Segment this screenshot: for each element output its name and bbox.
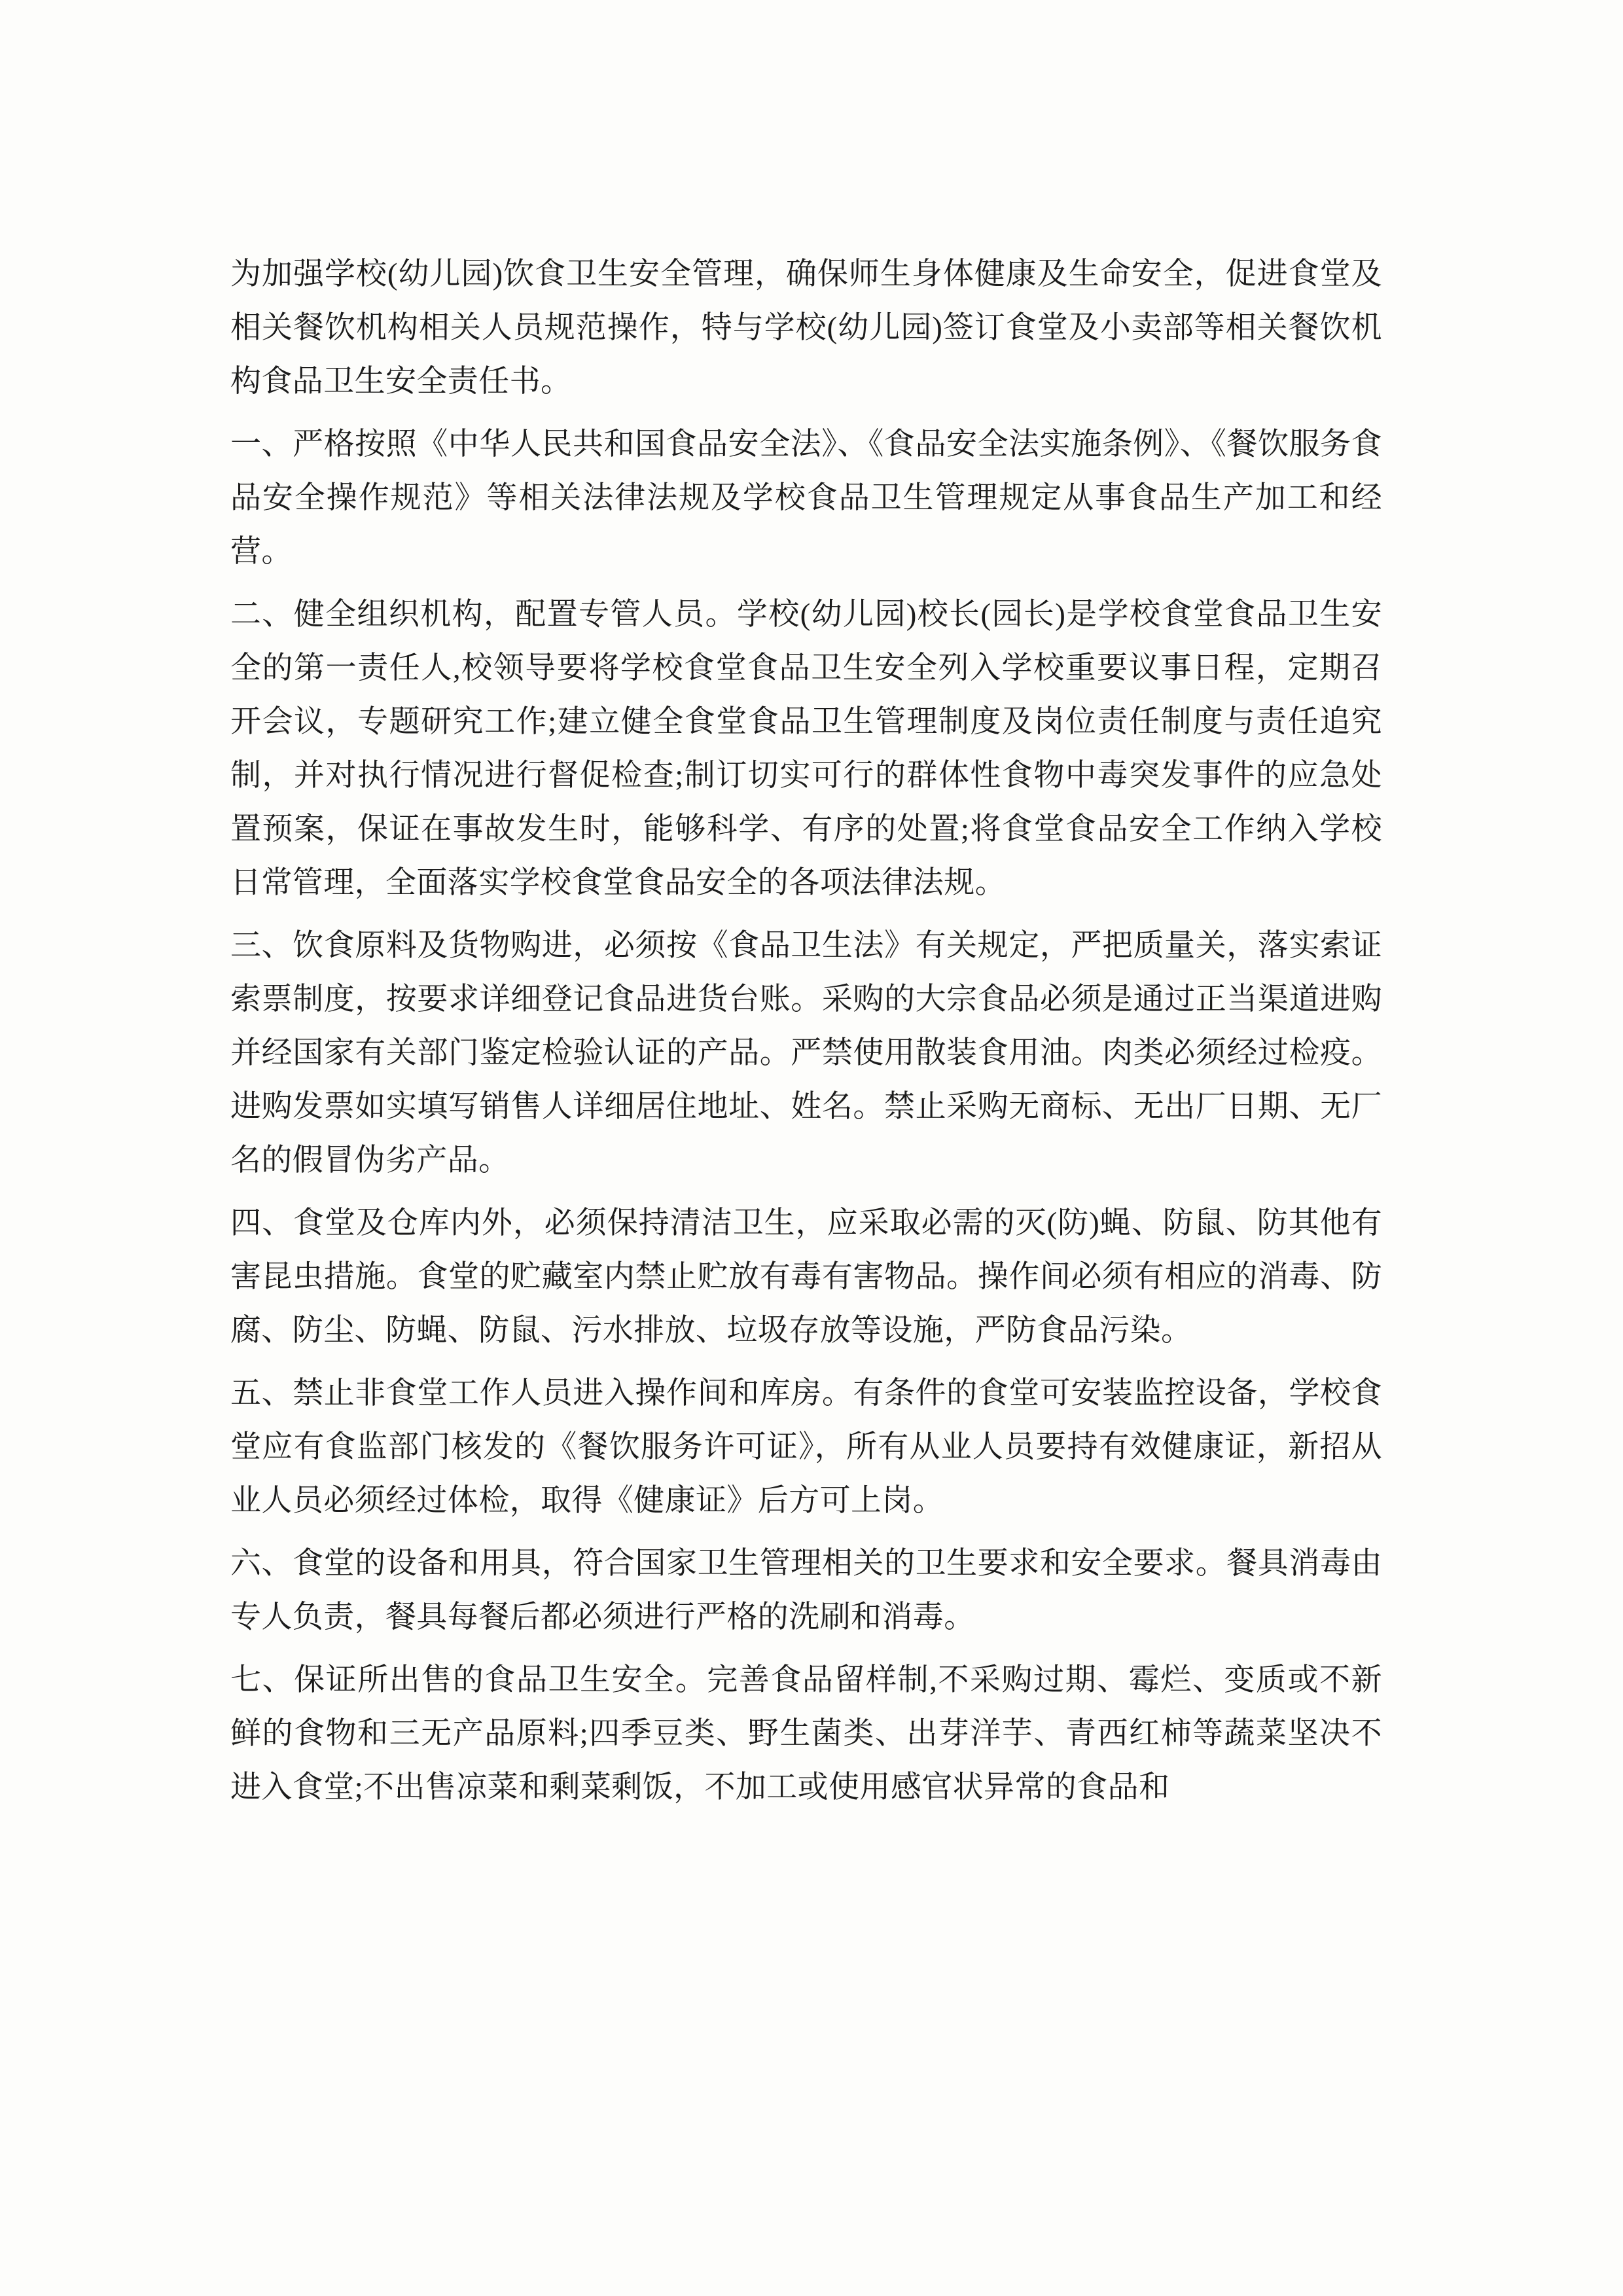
paragraph-clause-1: 一、严格按照《中华人民共和国食品安全法》、《食品安全法实施条例》、《餐饮服务食品安全操作规范》等相关法律法规及学校食品卫生管理规定从事食品生产加工和经营。 (230, 427, 1382, 569)
paragraph-clause-2: 二、健全组织机构，配置专管人员。学校(幼儿园)校长(园长)是学校食堂食品卫生安全的第一责任人,校领导要将学校食堂食品卫生安全列入学校重要议事日程，定期召开会议，专题研究工作;建立健全食堂食品卫生管理制度及岗位责任制度与责任追究制，并对执行情况进行督促检查;制订切实可行的群体性食物中毒突发事件的应急处置预案，保证在事故发生时，能够科学、有序的处置;将食堂食品安全工作纳入学校日常管理，全面落实学校食堂食品安全的各项法律法规。 (230, 598, 1382, 900)
paragraph-clause-5: 五、禁止非食堂工作人员进入操作间和库房。有条件的食堂可安装监控设备，学校食堂应有食监部门核发的《餐饮服务许可证》，所有从业人员要持有效健康证，新招从业人员必须经过体检，取得《健康证》后方可上岗。 (230, 1376, 1382, 1518)
paragraph-clause-6: 六、食堂的设备和用具，符合国家卫生管理相关的卫生要求和安全要求。餐具消毒由专人负责，餐具每餐后都必须进行严格的洗刷和消毒。 (230, 1547, 1382, 1634)
paragraph-clause-7: 七、保证所出售的食品卫生安全。完善食品留样制,不采购过期、霉烂、变质或不新鲜的食物和三无产品原料;四季豆类、野生菌类、出芽洋芋、青西红柿等蔬菜坚决不进入食堂;不出售凉菜和剩菜剩饭，不加工或使用感官状异常的食品和 (230, 1663, 1382, 1804)
paragraph-clause-4: 四、食堂及仓库内外，必须保持清洁卫生，应采取必需的灭(防)蝇、防鼠、防其他有害昆虫措施。食堂的贮藏室内禁止贮放有毒有害物品。操作间必须有相应的消毒、防腐、防尘、防蝇、防鼠、污水排放、垃圾存放等设施，严防食品污染。 (230, 1206, 1382, 1348)
paragraph-intro: 为加强学校(幼儿园)饮食卫生安全管理，确保师生身体健康及生命安全，促进食堂及相关餐饮机构相关人员规范操作，特与学校(幼儿园)签订食堂及小卖部等相关餐饮机构食品卫生安全责任书。 (230, 257, 1382, 399)
paragraph-clause-3: 三、饮食原料及货物购进，必须按《食品卫生法》有关规定，严把质量关，落实索证索票制度，按要求详细登记食品进货台账。采购的大宗食品必须是通过正当渠道进购并经国家有关部门鉴定检验认证的产品。严禁使用散装食用油。肉类必须经过检疫。进购发票如实填写销售人详细居住地址、姓名。禁止采购无商标、无出厂日期、无厂名的假冒伪劣产品。 (230, 929, 1382, 1177)
document-body (230, 247, 1382, 1814)
